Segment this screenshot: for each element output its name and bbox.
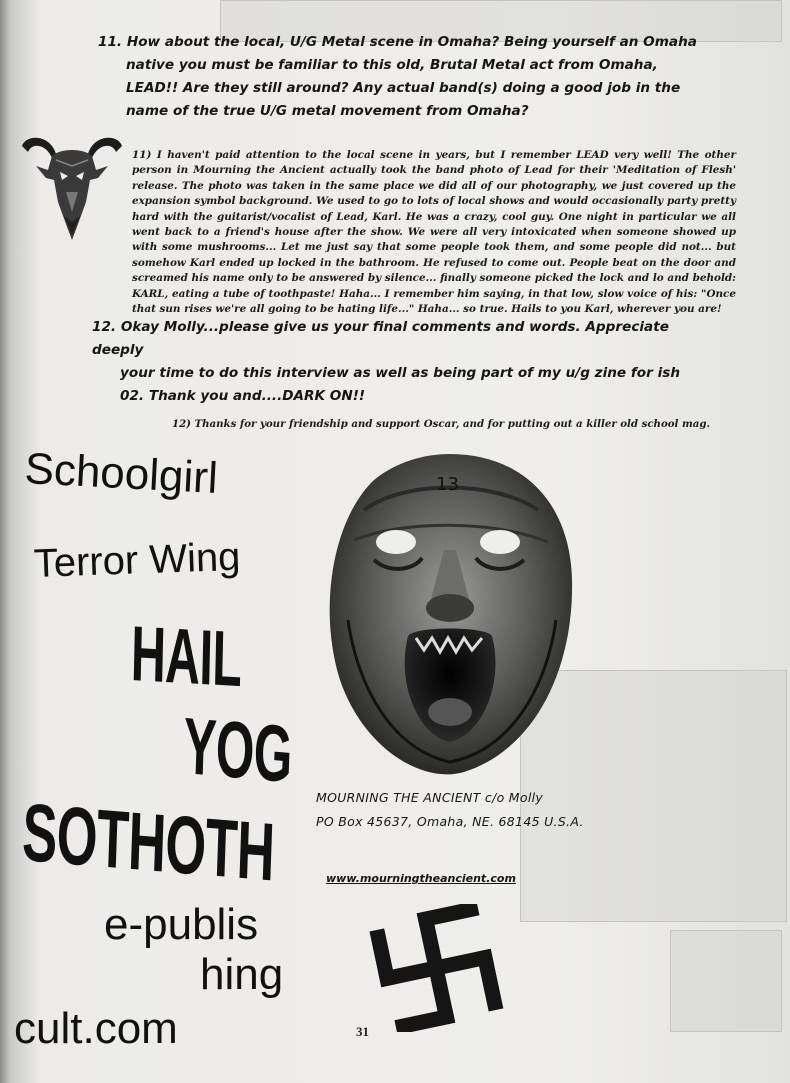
page-number: 31 [356, 1024, 369, 1039]
mailing-address [316, 786, 584, 834]
ad-line-hing: hing [200, 950, 284, 999]
address-line: MOURNING THE ANCIENT c/o Molly [316, 790, 544, 805]
question-11-line: native you must be familiar to this old, Brutal Metal act from Omaha, [126, 57, 658, 73]
question-12-line: 02. Thank you and....DARK ON!! [120, 388, 366, 404]
question-11-line: LEAD!! Are they still around? Any actual band(s) doing a good job in the [126, 80, 681, 96]
answer-11: 11) I haven't paid attention to the local scene in years, but I remember LEAD very well! The other person in Mourning the Ancient actually took the band photo of Lead for their 'Meditation of Flesh' release. The photo was taken in the same place we did all of our photography, we just covered up the expansion symbol background. We used to go to lots of local shows and would occasionally party pretty hard with the guitarist/vocalist of Lead, Karl. He was a crazy, cool guy. One night in particular we all went back to a friend's house after the show. We were all very intoxicated when someone showed up with some mushrooms... Let me just say that some people took them, and some people did not... but somehow Karl ended up locked in the bathroom. He refused to come out. People beat on the door and screamed his name only to be answered by silence... finally someone picked the lock and lo and behold: KARL, eating a tube of toothpaste! Haha... I remember him saying, in that low, slow voice of his: "Once that sun rises we're all going to be hating life..." Haha... so true. Hails to you Karl, wherever you are! [132, 149, 736, 316]
question-12-line: your time to do this interview as well as being part of my u/g zine for ish [120, 365, 680, 381]
question-11-line: 11. How about the local, U/G Metal scene in Omaha? Being yourself an Omaha [98, 34, 697, 50]
ad-line-terror-wing: Terror Wing [33, 534, 242, 586]
goat-head-icon [16, 132, 128, 244]
bleed-through-block [670, 930, 782, 1032]
website-link[interactable]: www.mourningtheancient.com [326, 872, 516, 885]
swastika-symbol-icon [366, 904, 506, 1032]
screaming-face-illustration [324, 450, 576, 780]
ad-line-e-publis: e-publis [104, 900, 259, 949]
ad-line-cult-com: cult.com [14, 1004, 178, 1053]
answer-12: 12) Thanks for your friendship and support Oscar, and for putting out a killer old school mag. [172, 418, 710, 430]
address-line: PO Box 45637, Omaha, NE. 68145 U.S.A. [316, 814, 584, 829]
question-12-line: 12. Okay Molly...please give us your final comments and words. Appreciate deeply [92, 319, 669, 358]
mask-number: 13 [436, 474, 459, 495]
ad-line-sothoth: SOTHOTH [20, 786, 276, 899]
ad-line-schoolgirl: Schoolgirl [23, 444, 219, 504]
question-11-line: name of the true U/G metal movement from Omaha? [126, 103, 529, 119]
question-11 [98, 31, 698, 123]
ad-line-yog: YOG [182, 700, 294, 800]
ad-line-hail: HAIL [130, 608, 243, 704]
question-12 [92, 316, 692, 408]
